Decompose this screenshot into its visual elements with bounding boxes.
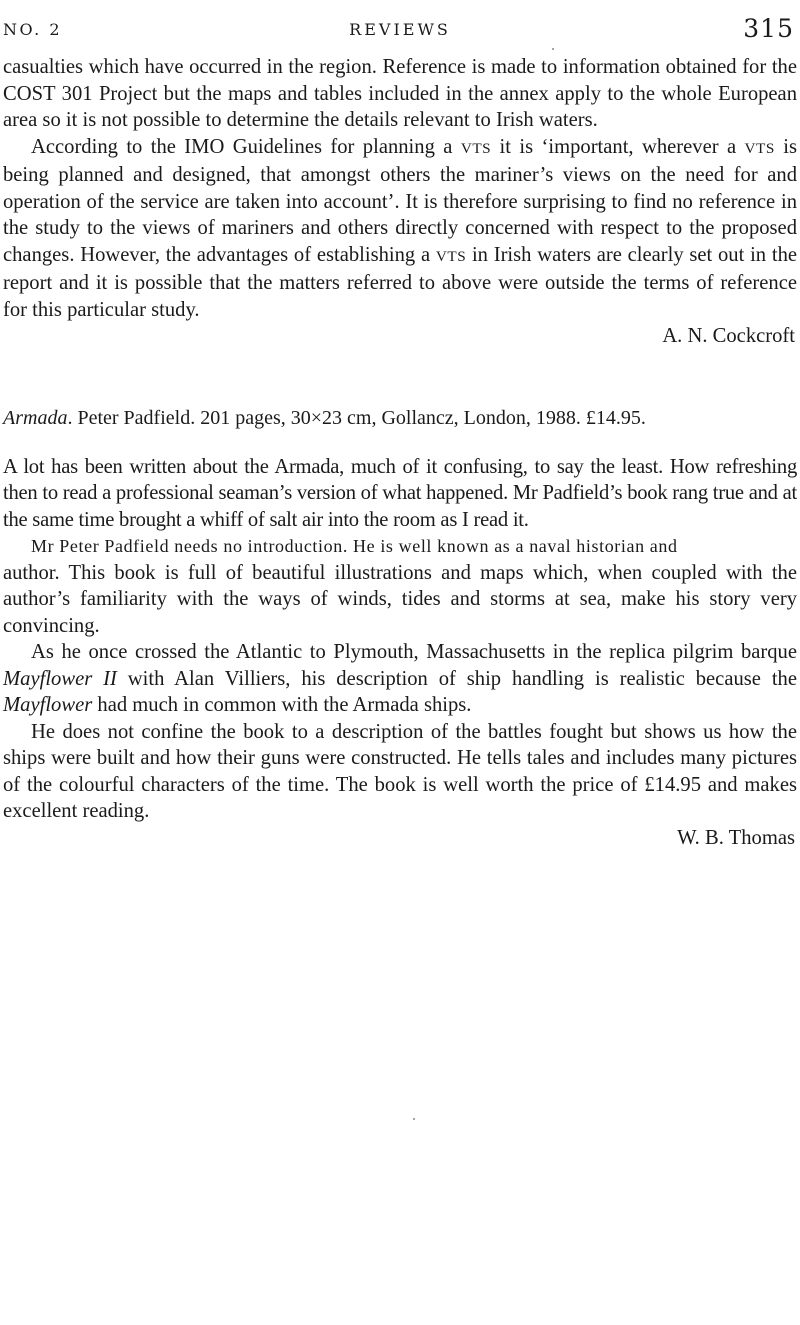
review2-paragraph-2: author. This book is full of beautiful illustrations and maps which, when coupled with the author’s familiarity with the ways of winds, tides and storms at sea, make his story very convincing. — [3, 561, 797, 637]
book-title: Armada — [3, 406, 68, 429]
review1-author: A. N. Cockcroft — [662, 325, 795, 347]
book-details: . Peter Padfield. 201 pages, 30×23 cm, Gollancz, London, 1988. £14.95. — [67, 406, 646, 429]
running-header — [0, 14, 800, 46]
ship-name: Mayflower — [3, 694, 93, 716]
review1-p2-text-c: is being planned and designed, that amongst others the mariner’s views on the need for and operation of the service are taken into account’. It is therefore surprising to find no reference in the study to the views of mariners and others directly concerned with respect to the proposed changes. However, the advantages of establishing a — [3, 135, 797, 266]
review1-paragraph-1: casualties which have occurred in the region. Reference is made to information obtained for the COST 301 Project but the maps and tables included in the annex apply to the whole European area so it is not possible to determine the details relevant to Irish waters. — [3, 56, 797, 131]
review2-author: W. B. Thomas — [677, 826, 795, 849]
review2-paragraph-4: He does not confine the book to a description of the battles fought but shows us how the ships were built and how their guns were constructed. He tells tales and includes many pictures of the colourful characters of the time. The book is well worth the price of £14.95 and makes excellent reading. — [3, 720, 797, 822]
vts-abbrev: VTS — [460, 139, 492, 157]
review2-p3-text-a: As he once crossed the Atlantic to Plymouth, Massachusetts in the replica pilgrim barque — [31, 641, 797, 663]
citation-gap — [3, 431, 797, 454]
print-speck — [413, 1118, 415, 1120]
issue-number: NO. 2 — [3, 20, 63, 39]
review1-p2-text-d: in Irish waters are clearly set out in the report and it is possible that the matters referred to above were outside the terms of reference for this particular study. — [3, 243, 798, 321]
vts-abbrev: VTS — [744, 139, 775, 157]
review2-paragraph-1: A lot has been written about the Armada, much of it confusing, to say the least. How refreshing then to read a professional seaman’s version of what happened. Mr Padfield’s book rang true and at the same time brought a whiff of salt air into the room as I read it. — [3, 455, 797, 531]
review2-p3-text-c: had much in common with the Armada ships. — [97, 694, 472, 716]
review1-p2-text-b: it is ‘important, wherever a — [499, 135, 737, 158]
review1-p2-text-a: According to the IMO Guidelines for planning a — [31, 135, 453, 158]
review2-paragraph-2-first-line: Mr Peter Padfield needs no introduction. He is well known as a naval historian and — [31, 536, 678, 556]
print-speck — [552, 48, 554, 50]
ship-name: Mayflower II — [3, 667, 117, 690]
review2-p3-text-b: with Alan Villiers, his description of ship handling is realistic because the — [127, 667, 797, 690]
review1-paragraph-2 — [3, 134, 797, 324]
review-separator — [3, 350, 797, 405]
page-body — [3, 54, 797, 851]
page-number: 315 — [743, 14, 794, 43]
review2-paragraph-3 — [3, 639, 797, 719]
section-title: REVIEWS — [349, 20, 451, 39]
book-citation — [3, 405, 797, 431]
vts-abbrev: VTS — [435, 247, 467, 265]
